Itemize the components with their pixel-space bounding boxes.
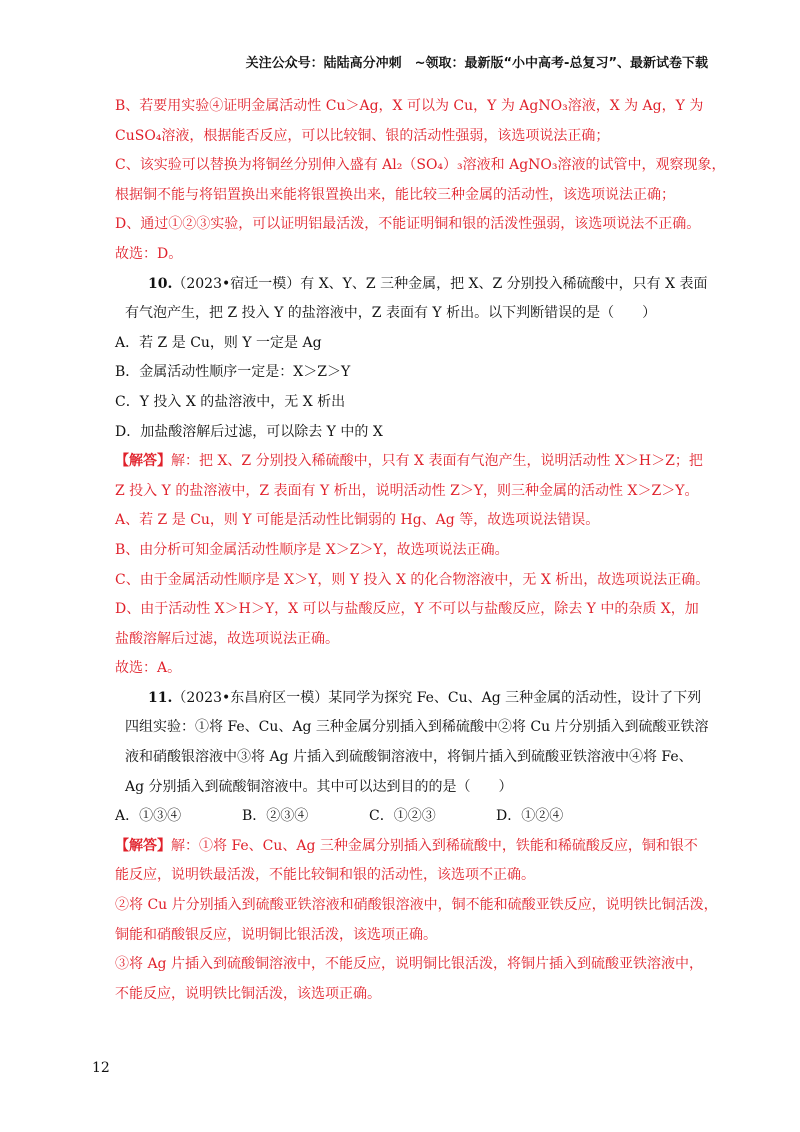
q10-answer-line2: Z 投入 Y 的盐溶液中，Z 表面有 Y 析出，说明活动性 Z＞Y，则三种金属的活动性 X＞Z＞Y。	[115, 482, 699, 499]
q10-answer-b: B、由分析可知金属活动性顺序是 X＞Z＞Y，故选项说法正确。	[115, 541, 509, 558]
q10-answer-c: C、由于金属活动性顺序是 X＞Y，则 Y 投入 X 的化合物溶液中，无 X 析出，故选项说法正确。	[115, 571, 710, 588]
q10-answer-tag: 【解答】	[115, 453, 171, 470]
q11-stem-line1	[115, 684, 711, 714]
q11-answer-line2: 能反应，说明铁最活泼，不能比较铜和银的活动性，该选项不正确。	[115, 867, 535, 884]
q10-answer-choice: 故选：A。	[115, 660, 182, 677]
prev-answer-c-line1: C、该实验可以替换为将铜丝分别伸入盛有 Al₂（SO₄）₃溶液和 AgNO₃溶液的试管中，观察现象，	[115, 157, 726, 174]
q10-answer-d-line2: 盐酸溶解后过滤，故选项说法正确。	[115, 630, 339, 647]
q10-answer-text1: 解：把 X、Z 分别投入稀硫酸中，只有 X 表面有气泡产生，说明活动性 X＞H＞Z；把	[171, 453, 703, 470]
prev-answer-choice: 故选：D。	[115, 245, 183, 262]
q11-stem-text1: （2023•东昌府区一模）某同学为探究 Fe、Cu、Ag 三种金属的活动性，设计了下列	[172, 689, 702, 706]
page-header: 关注公众号：陆陆高分冲刺 ~领取：最新版“小中高考-总复习”、最新试卷下载	[245, 56, 708, 71]
q11-option-d: D．①②④	[496, 808, 564, 825]
q10-stem-line2: 有气泡产生，把 Z 投入 Y 的盐溶液中，Z 表面有 Y 析出。以下判断错误的是（ ）	[125, 305, 657, 322]
q11-number: 11.	[148, 689, 173, 706]
q11-option-b: B．②③④	[242, 808, 309, 825]
q11-stem-line2: 四组实验：①将 Fe、Cu、Ag 三种金属分别插入到稀硫酸中②将 Cu 片分别插入到硫酸亚铁溶	[125, 719, 709, 736]
page-content	[115, 92, 726, 1009]
q10-stem-text1: （2023•宿迁一模）有 X、Y、Z 三种金属，把 X、Z 分别投入稀硫酸中，只有 X 表面	[172, 275, 708, 292]
q11-answer-line1	[115, 832, 711, 862]
q11-stem-line3: 液和硝酸银溶液中③将 Ag 片插入到硫酸铜溶液中，将铜片插入到硫酸亚铁溶液中④将 Fe、	[125, 749, 693, 766]
q11-answer-line4: 铜能和硝酸银反应，说明铜比银活泼，该选项正确。	[115, 926, 437, 943]
q10-answer-d-line1: D、由于活动性 X＞H＞Y，X 可以与盐酸反应，Y 不可以与盐酸反应，除去 Y 中的杂质 X，加	[115, 601, 699, 618]
prev-answer-b-line1: B、若要用实验④证明金属活动性 Cu＞Ag，X 可以为 Cu，Y 为 AgNO₃溶液，X 为 Ag，Y 为	[115, 98, 704, 114]
q10-stem-line1	[115, 270, 711, 300]
q11-answer-text1: 解：①将 Fe、Cu、Ag 三种金属分别插入到稀硫酸中，铁能和稀硫酸反应，铜和银不	[171, 837, 698, 854]
q10-option-d: D．加盐酸溶解后过滤，可以除去 Y 中的 X	[115, 423, 383, 440]
q11-answer-tag: 【解答】	[115, 837, 171, 854]
q10-answer-line1	[115, 447, 711, 477]
q11-answer-line6: 不能反应，说明铁比铜活泼，该选项正确。	[115, 985, 381, 1002]
page-number: 12	[92, 1060, 110, 1076]
q10-answer-a: A、若 Z 是 Cu，则 Y 可能是活动性比铜弱的 Hg、Ag 等，故选项说法错误。	[115, 512, 600, 529]
q10-number: 10.	[148, 275, 173, 292]
q10-option-c: C．Y 投入 X 的盐溶液中，无 X 析出	[115, 393, 346, 410]
q11-option-c: C．①②③	[369, 808, 436, 825]
prev-answer-c-line2: 根据铜不能与将铝置换出来能将银置换出来，能比较三种金属的活动性，该选项说法正确；	[115, 186, 675, 203]
q11-options	[115, 802, 711, 832]
q11-answer-line5: ③将 Ag 片插入到硫酸铜溶液中，不能反应，说明铜比银活泼，将铜片插入到硫酸亚铁溶液中，	[115, 956, 703, 973]
q11-answer-line3: ②将 Cu 片分别插入到硫酸亚铁溶液和硝酸银溶液中，铜不能和硫酸亚铁反应，说明铁比铜活泼，	[115, 897, 718, 914]
q11-stem-line4: Ag 分别插入到硫酸铜溶液中。其中可以达到目的的是（ ）	[125, 778, 513, 795]
q10-option-a: A．若 Z 是 Cu，则 Y 一定是 Ag	[115, 334, 322, 351]
prev-answer-d-line1: D、通过①②③实验，可以证明铝最活泼，不能证明铜和银的活泼性强弱，该选项说法不正确。	[115, 216, 701, 233]
q10-option-b: B．金属活动性顺序一定是：X＞Z＞Y	[115, 364, 351, 381]
q11-option-a: A．①③④	[115, 808, 182, 825]
prev-answer-b-line2: CuSO₄溶液，根据能否反应，可以比较铜、银的活动性强弱，该选项说法正确；	[115, 127, 610, 144]
